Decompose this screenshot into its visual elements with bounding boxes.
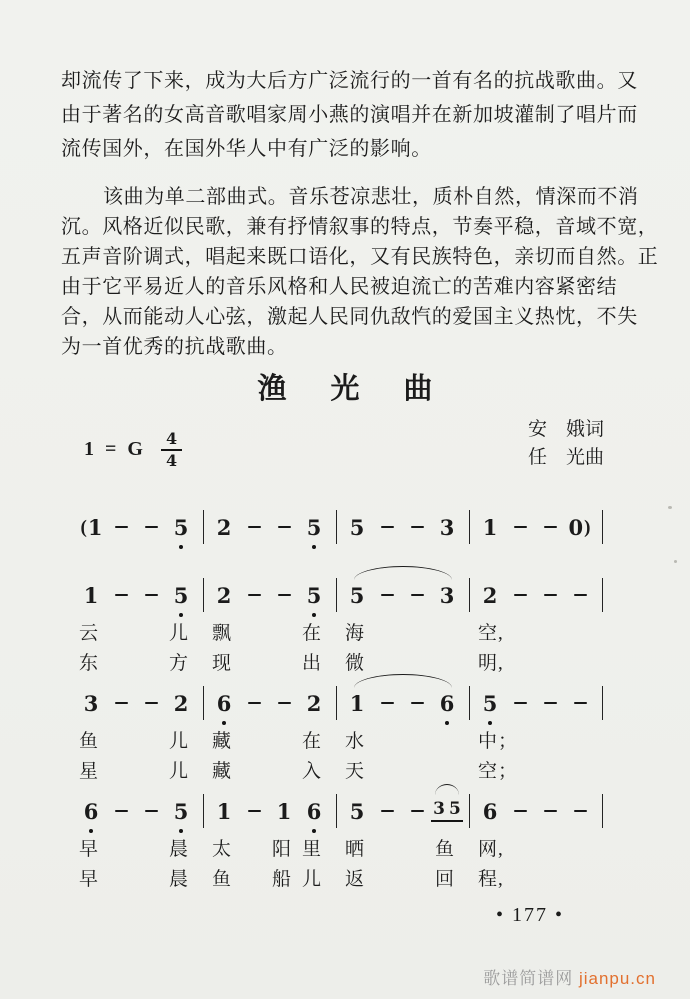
- barline: [602, 794, 604, 828]
- lyric-syllable: 明,: [478, 653, 504, 674]
- barline: [203, 578, 205, 612]
- watermark: [483, 964, 656, 989]
- barline: [469, 578, 471, 612]
- duration-dash: [136, 688, 166, 718]
- barline: [203, 686, 205, 720]
- lyric-syllable: 早: [79, 839, 100, 860]
- duration-dash: [535, 580, 565, 610]
- jianpu-note: 5: [299, 580, 329, 610]
- paragraph-line: 合，从而能动人心弦，激起人民同仇敌忾的爱国主义热忱，不失: [61, 306, 638, 328]
- lyric-syllable: 出: [302, 653, 323, 674]
- music-line-3: [76, 688, 610, 788]
- jianpu-note: 3: [439, 514, 455, 540]
- barline: [469, 510, 471, 544]
- paragraph-line: 由于著名的女高音歌唱家周小燕的演唱并在新加坡灌制了唱片而: [61, 104, 638, 126]
- jianpu-note: 5: [166, 512, 196, 542]
- lyric-syllable: 儿: [169, 761, 190, 782]
- lyric-syllable: 藏: [212, 731, 233, 752]
- low-octave-dot: [312, 829, 316, 833]
- barline: [203, 794, 205, 828]
- low-octave-dot: [222, 721, 226, 725]
- duration-dash: [106, 796, 136, 826]
- low-octave-dot: [179, 613, 183, 617]
- lyric-syllable: 回: [435, 869, 456, 890]
- duration-dash: [505, 512, 535, 542]
- jianpu-note: 5: [349, 582, 365, 608]
- duration-dash: [269, 580, 299, 610]
- music-line-2: [76, 580, 610, 680]
- jianpu-note: ( 1: [80, 514, 103, 540]
- duration-dash: [535, 796, 565, 826]
- composer-credit: 任 光曲: [527, 447, 604, 468]
- duration-dash: [505, 688, 535, 718]
- lyric-syllable: 在: [302, 623, 323, 644]
- close-paren: ): [584, 516, 591, 538]
- lyric-syllable: 微: [345, 653, 366, 674]
- low-octave-dot: [179, 829, 183, 833]
- lyric-syllable: 太: [212, 839, 233, 860]
- barline: [469, 686, 471, 720]
- jianpu-note: 3: [83, 690, 99, 716]
- jianpu-note: 5: [166, 796, 196, 826]
- meter-numerator: 4: [161, 430, 182, 451]
- jianpu-note: 2: [216, 582, 232, 608]
- low-octave-dot: [445, 721, 449, 725]
- low-octave-dot: [89, 829, 93, 833]
- low-octave-dot: [179, 545, 183, 549]
- jianpu-note: 5: [349, 798, 365, 824]
- watermark-site-name: 歌谱简谱网: [483, 969, 574, 988]
- duration-dash: [505, 580, 535, 610]
- duration-dash: [136, 796, 166, 826]
- barline: [336, 794, 338, 828]
- jianpu-note: 1: [216, 798, 232, 824]
- lyric-syllable: 空,: [478, 623, 504, 644]
- jianpu-note: 1: [482, 514, 498, 540]
- low-octave-dot: [312, 545, 316, 549]
- jianpu-note: 2: [173, 690, 189, 716]
- jianpu-note: 6: [432, 688, 462, 718]
- lyric-syllable: 鱼: [79, 731, 100, 752]
- duration-dash: [372, 580, 402, 610]
- lyric-syllable: 东: [79, 653, 100, 674]
- lyric-syllable: 星: [79, 761, 100, 782]
- barline: [602, 578, 604, 612]
- duration-dash: [535, 688, 565, 718]
- jianpu-note: 1: [83, 582, 99, 608]
- duration-dash: [269, 688, 299, 718]
- jianpu-note: 3: [439, 582, 455, 608]
- duration-dash: [372, 796, 402, 826]
- duration-dash: [372, 512, 402, 542]
- duration-dash: [239, 512, 269, 542]
- paragraph-line: 沉。风格近似民歌，兼有抒情叙事的特点，节奏平稳，音域不宽，: [61, 216, 659, 238]
- lyric-syllable: 现: [212, 653, 233, 674]
- lyric-syllable: 入: [302, 761, 323, 782]
- lyric-syllable: 晨: [169, 839, 190, 860]
- paragraph-line: 五声音阶调式，唱起来既口语化，又有民族特色，亲切而自然。正: [61, 246, 659, 268]
- lyric-syllable: 晒: [345, 839, 366, 860]
- low-octave-dot: [488, 721, 492, 725]
- lyric-syllable: 藏: [212, 761, 233, 782]
- barline: [602, 686, 604, 720]
- duration-dash: [565, 796, 595, 826]
- jianpu-note: 5: [166, 580, 196, 610]
- lyric-syllable: 水: [345, 731, 366, 752]
- duration-dash: [136, 512, 166, 542]
- duration-dash: [106, 580, 136, 610]
- jianpu-note: 6: [299, 796, 329, 826]
- open-paren: (: [80, 516, 87, 538]
- paragraph-line: 该曲为单二部曲式。音乐苍凉悲壮，质朴自然，情深而不消: [103, 186, 639, 208]
- lyric-syllable: 返: [345, 869, 366, 890]
- duration-dash: [535, 512, 565, 542]
- barline: [336, 686, 338, 720]
- lyric-syllable: 海: [345, 623, 366, 644]
- duration-dash: [565, 580, 595, 610]
- lyric-syllable: 阳: [272, 839, 293, 860]
- lyric-syllable: 晨: [169, 869, 190, 890]
- jianpu-note: 2: [306, 690, 322, 716]
- lyric-syllable: 儿: [302, 869, 323, 890]
- lyric-syllable: 船: [272, 869, 293, 890]
- barline: [602, 510, 604, 544]
- jianpu-note-pair: 3 5: [432, 796, 462, 826]
- duration-dash: [402, 580, 432, 610]
- duration-dash: [239, 796, 269, 826]
- jianpu-note: 5: [299, 512, 329, 542]
- scan-artifact: [674, 560, 677, 563]
- duration-dash: [136, 580, 166, 610]
- jianpu-note: 1: [276, 798, 292, 824]
- lyric-syllable: 鱼: [435, 839, 456, 860]
- jianpu-note: 5: [475, 688, 505, 718]
- duration-dash: [402, 796, 432, 826]
- scan-artifact: [668, 506, 672, 509]
- page-number: • 177 •: [495, 904, 564, 926]
- lyric-syllable: 方: [169, 653, 190, 674]
- lyric-syllable: 天: [345, 761, 366, 782]
- lyric-syllable: 里: [302, 839, 323, 860]
- lyricist-credit: 安 娥词: [527, 419, 604, 440]
- duration-dash: [402, 512, 432, 542]
- song-title: 渔光曲: [257, 373, 477, 405]
- music-line-4: [76, 796, 610, 896]
- key-tonic: 1 = G: [84, 438, 146, 461]
- low-octave-dot: [312, 613, 316, 617]
- paragraph-line: 为一首优秀的抗战歌曲。: [61, 336, 288, 358]
- jianpu-note: 5: [349, 514, 365, 540]
- jianpu-note: 6: [76, 796, 106, 826]
- paragraph-line: 由于它平易近人的音乐风格和人民被迫流亡的苦难内容紧密结: [61, 276, 618, 298]
- lyric-syllable: 早: [79, 869, 100, 890]
- lyric-syllable: 儿: [169, 731, 190, 752]
- watermark-url: jianpu.cn: [578, 969, 656, 988]
- lyric-syllable: 飘: [212, 623, 233, 644]
- barline: [336, 578, 338, 612]
- jianpu-note: 6: [209, 688, 239, 718]
- lyric-syllable: 儿: [169, 623, 190, 644]
- paragraph-line: 流传国外，在国外华人中有广泛的影响。: [61, 138, 432, 160]
- duration-dash: [505, 796, 535, 826]
- lyric-syllable: 空；: [478, 761, 519, 782]
- lyric-syllable: 在: [302, 731, 323, 752]
- jianpu-note: 1: [349, 690, 365, 716]
- jianpu-note: 0 ): [568, 514, 591, 540]
- meter-denominator: 4: [165, 450, 178, 470]
- duration-dash: [106, 688, 136, 718]
- paragraph-line: 却流传了下来，成为大后方广泛流行的一首有名的抗战歌曲。又: [61, 70, 638, 92]
- duration-dash: [106, 512, 136, 542]
- duration-dash: [269, 512, 299, 542]
- barline: [469, 794, 471, 828]
- duration-dash: [239, 688, 269, 718]
- jianpu-note: 2: [482, 582, 498, 608]
- lyric-syllable: 中；: [478, 731, 519, 752]
- duration-dash: [372, 688, 402, 718]
- duration-dash: [239, 580, 269, 610]
- lyric-syllable: 程,: [478, 869, 504, 890]
- lyric-syllable: 网,: [478, 839, 504, 860]
- jianpu-note: 6: [482, 798, 498, 824]
- lyric-syllable: 鱼: [212, 869, 233, 890]
- duration-dash: [402, 688, 432, 718]
- barline: [203, 510, 205, 544]
- jianpu-note: 2: [216, 514, 232, 540]
- duration-dash: [565, 688, 595, 718]
- lyric-syllable: 云: [79, 623, 100, 644]
- barline: [336, 510, 338, 544]
